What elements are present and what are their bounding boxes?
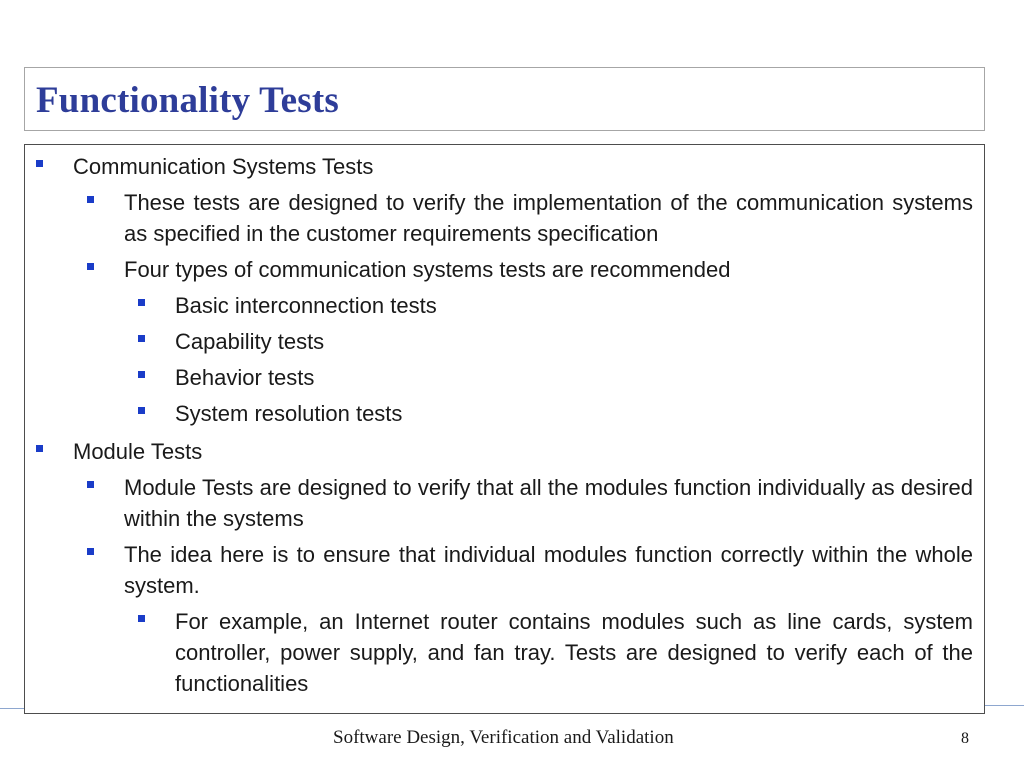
divider-line-left	[0, 708, 25, 709]
bullet-icon	[138, 615, 145, 622]
list-item: These tests are designed to verify the implementation of the communication systems as specified in the customer requirements specification	[124, 190, 973, 246]
bullet-icon	[36, 445, 43, 452]
page-number: 8	[961, 730, 969, 747]
divider-line-right	[984, 705, 1024, 706]
list-item: Basic interconnection tests	[175, 293, 437, 318]
title-box	[24, 67, 985, 131]
list-item: System resolution tests	[175, 401, 403, 426]
footer-text: Software Design, Verification and Validation	[333, 727, 674, 748]
bullet-icon	[138, 407, 145, 414]
bullet-icon	[138, 335, 145, 342]
bullet-icon	[87, 263, 94, 270]
list-item: The idea here is to ensure that individual modules function correctly within the whole system.	[124, 542, 973, 598]
bullet-icon	[138, 299, 145, 306]
slide-title: Functionality Tests	[36, 80, 339, 121]
bullet-icon	[87, 481, 94, 488]
list-item: Module Tests	[73, 439, 203, 464]
list-item: Communication Systems Tests	[73, 154, 374, 179]
list-item: Capability tests	[175, 329, 325, 354]
bullet-icon	[87, 548, 94, 555]
list-item: Four types of communication systems tests are recommended	[124, 257, 731, 282]
bullet-icon	[36, 160, 43, 167]
list-item: For example, an Internet router contains modules such as line cards, system controller, power supply, and fan tray. Tests are designed to verify each of the functionalities	[175, 609, 973, 696]
list-item: Behavior tests	[175, 365, 315, 390]
list-item: Module Tests are designed to verify that all the modules function individually as desired within the systems	[124, 475, 973, 531]
bullet-icon	[87, 196, 94, 203]
bullet-icon	[138, 371, 145, 378]
